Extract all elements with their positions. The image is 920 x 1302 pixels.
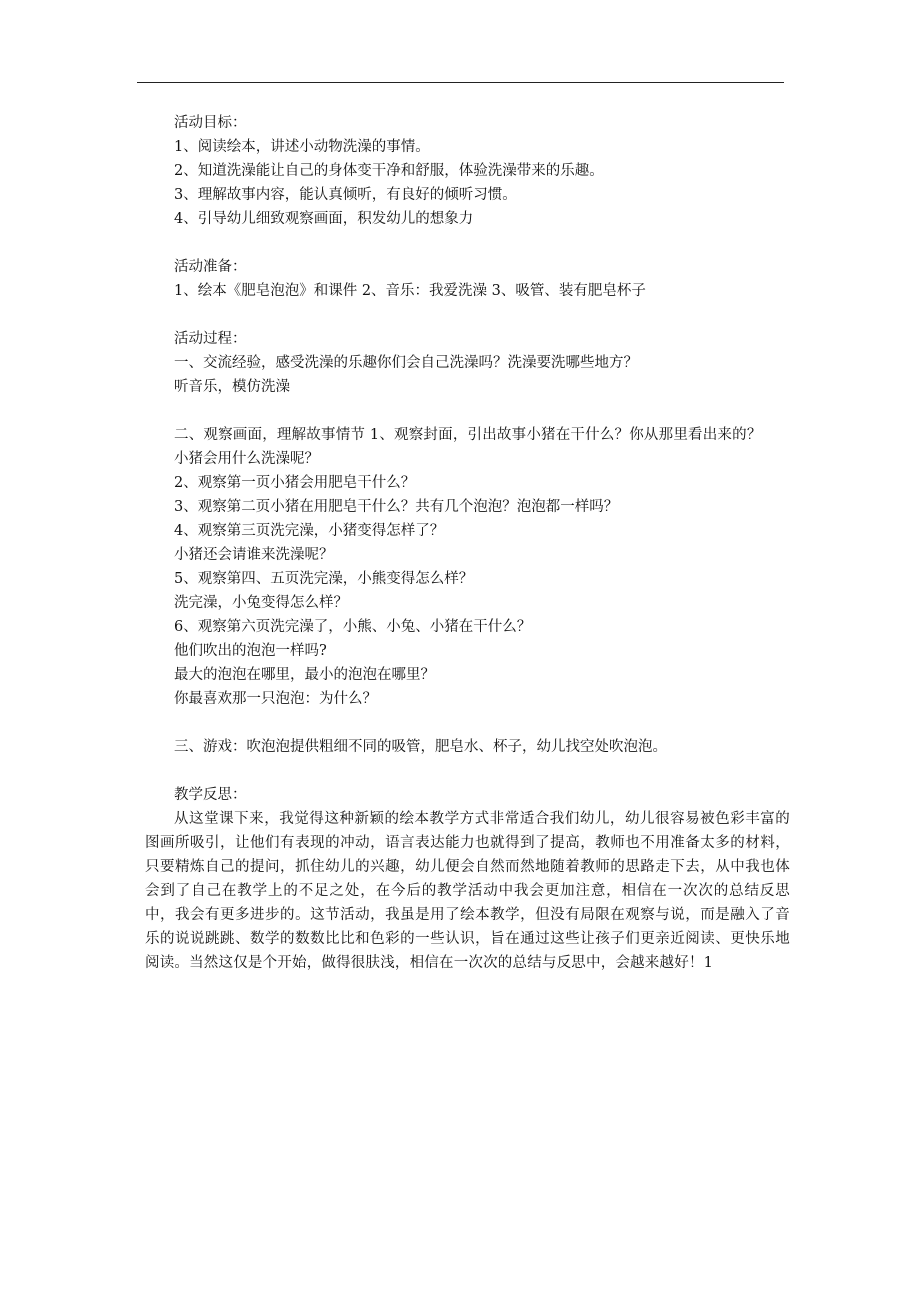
goal-item-1: 1、阅读绘本，讲述小动物洗澡的事情。 bbox=[174, 139, 430, 155]
process-part2-line: 6、观察第六页洗完澡了，小熊、小兔、小猪在干什么？ bbox=[174, 619, 532, 635]
spacer bbox=[145, 231, 790, 255]
preparation-text: 1、绘本《肥皂泡泡》和课件 2、音乐：我爱洗澡 3、吸管、装有肥皂杯子 bbox=[174, 283, 646, 299]
process-part1-line2: 听音乐，模仿洗澡 bbox=[174, 379, 290, 395]
process-part2-line: 洗完澡，小兔变得怎么样？ bbox=[174, 595, 348, 611]
goal-item-4: 4、引导幼儿细致观察画面，积发幼儿的想象力 bbox=[174, 211, 474, 227]
document-body bbox=[145, 111, 790, 975]
process-part2-line: 小猪会用什么洗澡呢？ bbox=[174, 451, 319, 467]
process-part2-line: 2、观察第一页小猪会用肥皂干什么？ bbox=[174, 475, 416, 491]
process-part2-line: 他们吹出的泡泡一样吗? bbox=[174, 643, 327, 659]
process-part2-line: 最大的泡泡在哪里，最小的泡泡在哪里？ bbox=[174, 667, 435, 683]
process-part2-line: 你最喜欢那一只泡泡：为什么？ bbox=[174, 691, 377, 707]
process-part2-line: 5、观察第四、五页洗完澡，小熊变得怎么样？ bbox=[174, 571, 474, 587]
process-part2-intro: 二、观察画面，理解故事情节 1、观察封面，引出故事小猪在干什么？你从那里看出来的？ bbox=[174, 427, 762, 443]
preparation-heading: 活动准备： bbox=[174, 259, 247, 275]
reflection-heading: 教学反思： bbox=[174, 787, 247, 803]
goal-item-3: 3、理解故事内容，能认真倾听，有良好的倾听习惯。 bbox=[174, 187, 517, 203]
process-part1-line1: 一、交流经验，感受洗澡的乐趣你们会自己洗澡吗？洗澡要洗哪些地方？ bbox=[174, 355, 638, 371]
process-part2-line: 小猪还会请谁来洗澡呢？ bbox=[174, 547, 334, 563]
spacer bbox=[145, 711, 790, 735]
process-part3: 三、游戏：吹泡泡提供粗细不同的吸管，肥皂水、杯子，幼儿找空处吹泡泡。 bbox=[174, 739, 667, 755]
reflection-text: 从这堂课下来，我觉得这种新颖的绘本教学方式非常适合我们幼儿，幼儿很容易被色彩丰富的图画所吸引，让他们有表现的冲动，语言表达能力也就得到了提高，教师也不用准备太多的材料，只要精炼自己的提问，抓住幼儿的兴趣，幼儿便会自然而然地随着教师的思路走下去，从中我也体会到了自己在教学上的不足之处，在今后的教学活动中我会更加注意，相信在一次次的总结反思中，我会有更多进步的。这节活动，我虽是用了绘本教学，但没有局限在观察与说，而是融入了音乐的说说跳跳、数学的数数比比和色彩的一些认识，旨在通过这些让孩子们更亲近阅读、更快乐地阅读。当然这仅是个开始，做得很肤浅，相信在一次次的总结与反思中，会越来越好！1 bbox=[145, 811, 790, 971]
goals-heading: 活动目标： bbox=[174, 115, 247, 131]
spacer bbox=[145, 303, 790, 327]
process-part2-line: 3、观察第二页小猪在用肥皂干什么？共有几个泡泡？泡泡都一样吗？ bbox=[174, 499, 619, 515]
process-part2-line: 4、观察第三页洗完澡，小猪变得怎样了？ bbox=[174, 523, 445, 539]
spacer bbox=[145, 399, 790, 423]
goal-item-2: 2、知道洗澡能让自己的身体变干净和舒服，体验洗澡带来的乐趣。 bbox=[174, 163, 604, 179]
process-heading: 活动过程： bbox=[174, 331, 247, 347]
spacer bbox=[145, 759, 790, 783]
header-rule bbox=[137, 82, 784, 83]
